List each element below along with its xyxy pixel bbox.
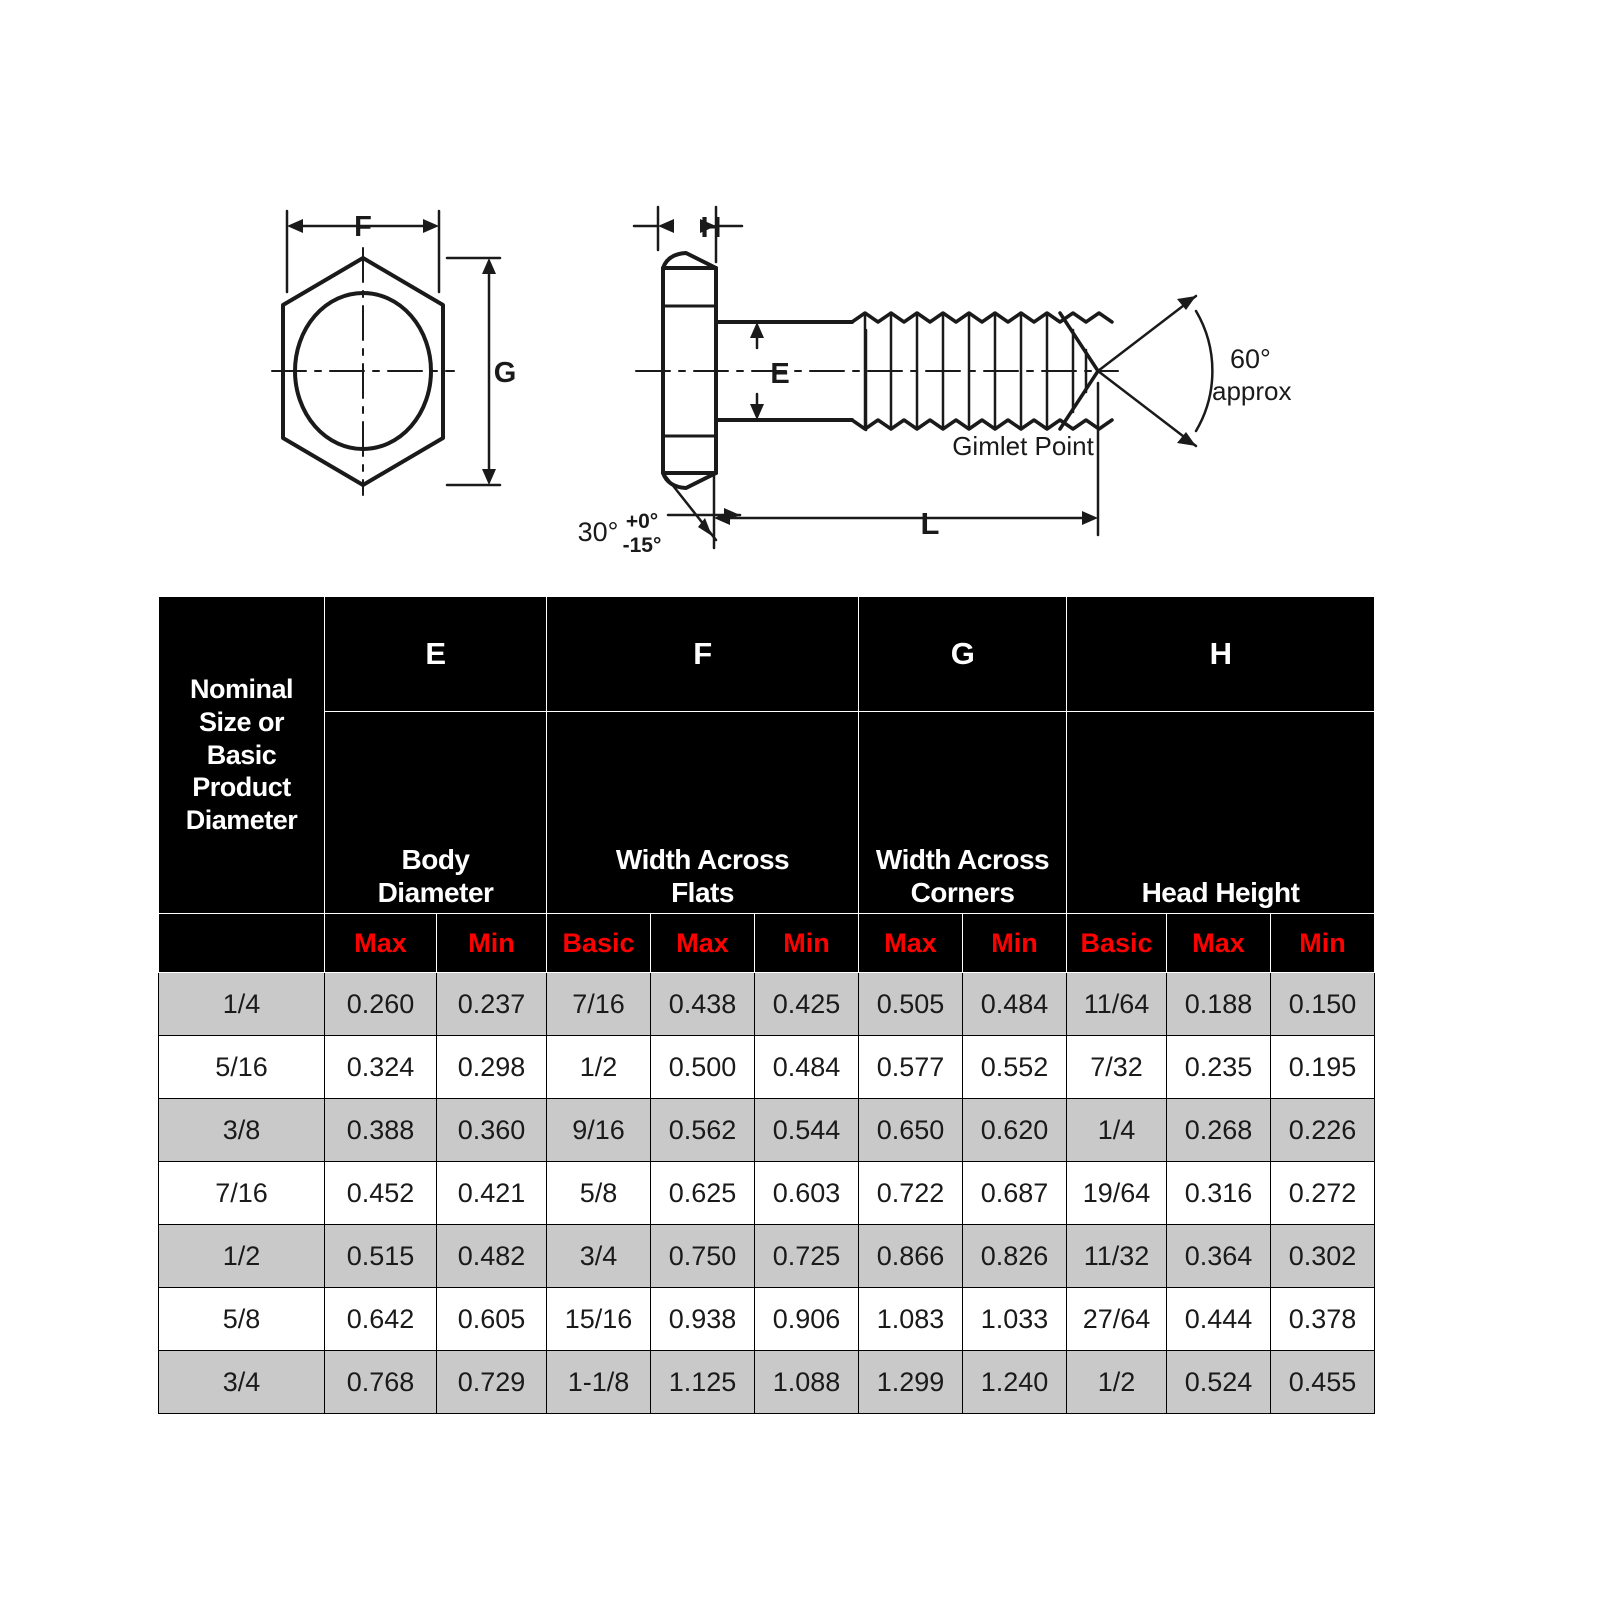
cell-h-max: 0.524 (1167, 1351, 1271, 1414)
header-subcol-blank (159, 914, 325, 973)
cell-e-min: 0.237 (437, 973, 547, 1036)
header-letter-F: F (547, 597, 859, 712)
table-row (159, 973, 1375, 1036)
table-row (159, 1162, 1375, 1225)
cell-f-min: 0.603 (755, 1162, 859, 1225)
cell-nominal: 1/2 (159, 1225, 325, 1288)
cell-e-min: 0.421 (437, 1162, 547, 1225)
cell-f-min: 0.425 (755, 973, 859, 1036)
cell-h-basic: 11/64 (1067, 973, 1167, 1036)
cell-g-max: 1.083 (859, 1288, 963, 1351)
cell-e-max: 0.324 (325, 1036, 437, 1099)
cell-g-min: 0.552 (963, 1036, 1067, 1099)
header-subcol-h-min: Min (1271, 914, 1375, 973)
label-L: L (920, 506, 940, 541)
cell-h-min: 0.378 (1271, 1288, 1375, 1351)
header-subcol-f-max: Max (651, 914, 755, 973)
table-row (159, 1099, 1375, 1162)
cell-h-max: 0.444 (1167, 1288, 1271, 1351)
header-G-title-l2: Corners (910, 876, 1015, 908)
cell-g-min: 1.033 (963, 1288, 1067, 1351)
label-tolerance-minus: -15° (622, 534, 662, 557)
cell-e-min: 0.298 (437, 1036, 547, 1099)
cell-f-basic: 1-1/8 (547, 1351, 651, 1414)
header-title-body-diameter (325, 712, 547, 914)
cell-g-min: 0.826 (963, 1225, 1067, 1288)
cell-h-max: 0.316 (1167, 1162, 1271, 1225)
cell-h-basic: 19/64 (1067, 1162, 1167, 1225)
header-F-title-l2: Flats (671, 876, 734, 908)
label-F: F (354, 211, 372, 243)
cell-g-max: 0.722 (859, 1162, 963, 1225)
cell-f-basic: 7/16 (547, 973, 651, 1036)
label-60-degrees: 60° (1230, 344, 1271, 374)
cell-e-min: 0.605 (437, 1288, 547, 1351)
cell-h-min: 0.226 (1271, 1099, 1375, 1162)
header-E-title-l1: Body (401, 843, 470, 875)
cell-e-max: 0.452 (325, 1162, 437, 1225)
cell-f-basic: 9/16 (547, 1099, 651, 1162)
header-nominal-line3: Basic (206, 739, 277, 770)
cell-h-min: 0.195 (1271, 1036, 1375, 1099)
cell-f-basic: 15/16 (547, 1288, 651, 1351)
cell-e-max: 0.260 (325, 973, 437, 1036)
cell-e-max: 0.388 (325, 1099, 437, 1162)
label-gimlet-point: Gimlet Point (952, 431, 1094, 461)
header-nominal-line4: Product (192, 772, 291, 803)
dimension-table-container (158, 596, 1364, 1414)
cell-f-max: 0.625 (651, 1162, 755, 1225)
label-E: E (770, 358, 790, 390)
cell-e-min: 0.360 (437, 1099, 547, 1162)
cell-e-max: 0.768 (325, 1351, 437, 1414)
label-approx: approx (1212, 376, 1292, 406)
cell-f-min: 1.088 (755, 1351, 859, 1414)
cell-h-basic: 7/32 (1067, 1036, 1167, 1099)
table-body (159, 973, 1375, 1414)
cell-nominal: 5/16 (159, 1036, 325, 1099)
cell-h-min: 0.272 (1271, 1162, 1375, 1225)
label-H: H (700, 212, 722, 244)
cell-h-min: 0.150 (1271, 973, 1375, 1036)
table-row (159, 1225, 1375, 1288)
cell-h-basic: 1/4 (1067, 1099, 1167, 1162)
header-title-width-across-corners (859, 712, 1067, 914)
cell-h-max: 0.268 (1167, 1099, 1271, 1162)
cell-f-min: 0.544 (755, 1099, 859, 1162)
cell-g-max: 0.650 (859, 1099, 963, 1162)
label-tolerance-plus: +0° (625, 510, 659, 533)
cell-f-max: 1.125 (651, 1351, 755, 1414)
cell-h-basic: 27/64 (1067, 1288, 1167, 1351)
table-row (159, 1351, 1375, 1414)
header-F-title-l1: Width Across (615, 843, 790, 875)
label-30-degrees: 30° (577, 517, 619, 547)
header-nominal-line1: Nominal (189, 673, 293, 704)
cell-nominal: 1/4 (159, 973, 325, 1036)
cell-h-max: 0.235 (1167, 1036, 1271, 1099)
cell-g-min: 1.240 (963, 1351, 1067, 1414)
cell-f-max: 0.438 (651, 973, 755, 1036)
cell-g-max: 0.577 (859, 1036, 963, 1099)
header-subcol-f-min: Min (755, 914, 859, 973)
cell-nominal: 3/8 (159, 1099, 325, 1162)
cell-nominal: 3/4 (159, 1351, 325, 1414)
cell-e-max: 0.515 (325, 1225, 437, 1288)
cell-h-basic: 1/2 (1067, 1351, 1167, 1414)
cell-f-max: 0.938 (651, 1288, 755, 1351)
header-letter-H: H (1067, 597, 1375, 712)
cell-e-min: 0.482 (437, 1225, 547, 1288)
diagram-drawing (0, 0, 1600, 585)
cell-h-max: 0.364 (1167, 1225, 1271, 1288)
cell-f-max: 0.750 (651, 1225, 755, 1288)
table-row (159, 1288, 1375, 1351)
cell-h-min: 0.302 (1271, 1225, 1375, 1288)
header-subcol-h-basic: Basic (1067, 914, 1167, 973)
cell-f-max: 0.500 (651, 1036, 755, 1099)
cell-g-min: 0.687 (963, 1162, 1067, 1225)
cell-f-max: 0.562 (651, 1099, 755, 1162)
header-letter-G: G (859, 597, 1067, 712)
cell-h-min: 0.455 (1271, 1351, 1375, 1414)
cell-f-basic: 1/2 (547, 1036, 651, 1099)
cell-g-max: 0.505 (859, 973, 963, 1036)
table-header-row-titles (159, 712, 1375, 914)
cell-f-min: 0.725 (755, 1225, 859, 1288)
cell-g-min: 0.484 (963, 973, 1067, 1036)
table-row (159, 1036, 1375, 1099)
header-subcol-e-min: Min (437, 914, 547, 973)
table-header-row-subcols (159, 914, 1375, 973)
header-subcol-h-max: Max (1167, 914, 1271, 973)
cell-h-basic: 11/32 (1067, 1225, 1167, 1288)
header-nominal-line2: Size or (198, 706, 285, 737)
header-nominal-size (159, 597, 325, 914)
cell-f-min: 0.906 (755, 1288, 859, 1351)
header-subcol-g-max: Max (859, 914, 963, 973)
cell-h-max: 0.188 (1167, 973, 1271, 1036)
cell-g-max: 1.299 (859, 1351, 963, 1414)
dimension-table (158, 596, 1375, 1414)
label-G: G (493, 357, 517, 389)
header-G-title-l1: Width Across (875, 843, 1050, 875)
header-subcol-e-max: Max (325, 914, 437, 973)
header-letter-E: E (325, 597, 547, 712)
header-subcol-g-min: Min (963, 914, 1067, 973)
header-title-width-across-flats (547, 712, 859, 914)
cell-f-basic: 5/8 (547, 1162, 651, 1225)
cell-f-min: 0.484 (755, 1036, 859, 1099)
header-subcol-f-basic: Basic (547, 914, 651, 973)
cell-g-max: 0.866 (859, 1225, 963, 1288)
header-E-title-l2: Diameter (377, 876, 494, 908)
cell-f-basic: 3/4 (547, 1225, 651, 1288)
cell-nominal: 7/16 (159, 1162, 325, 1225)
lag-screw-diagram (0, 0, 1600, 585)
cell-e-max: 0.642 (325, 1288, 437, 1351)
table-header-row-letters (159, 597, 1375, 712)
header-title-head-height: Head Height (1067, 712, 1375, 914)
cell-nominal: 5/8 (159, 1288, 325, 1351)
cell-e-min: 0.729 (437, 1351, 547, 1414)
cell-g-min: 0.620 (963, 1099, 1067, 1162)
header-nominal-line5: Diameter (185, 805, 298, 836)
